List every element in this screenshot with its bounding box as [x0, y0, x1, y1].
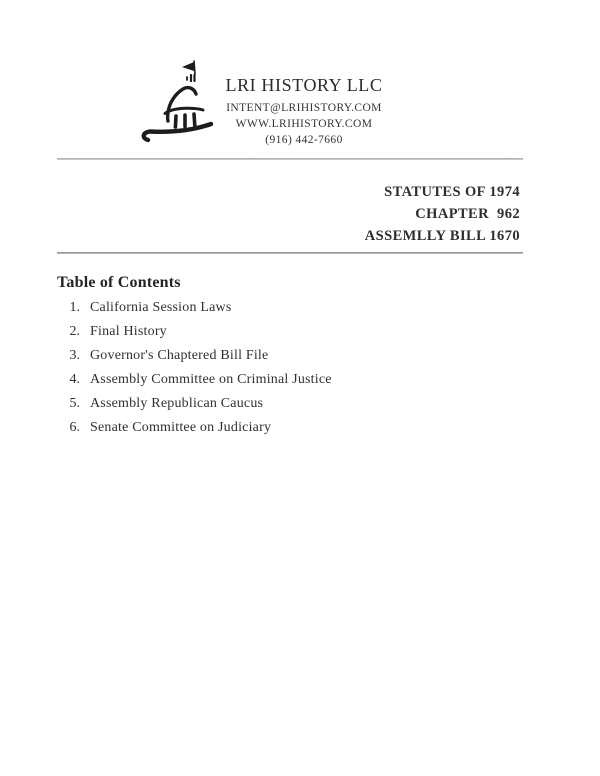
toc-item	[57, 348, 332, 372]
toc-item-label: Assembly Republican Caucus	[90, 396, 264, 411]
toc-item-number: 5.	[69, 396, 80, 411]
toc-item-label: Assembly Committee on Criminal Justice	[90, 372, 332, 387]
toc-item-label: Senate Committee on Judiciary	[90, 420, 272, 435]
logo-flag-shape	[182, 62, 194, 71]
letterhead	[0, 74, 600, 148]
toc-item-label: California Session Laws	[90, 300, 232, 315]
toc-title: Table of Contents	[57, 274, 181, 291]
divider-bottom	[57, 252, 523, 254]
company-phone: (916) 442-7660	[265, 134, 343, 146]
toc-item-number: 4.	[69, 372, 80, 387]
toc-item-number: 2.	[69, 324, 80, 339]
toc-item	[57, 396, 332, 420]
chapter-line: CHAPTER 962	[415, 206, 520, 222]
company-name: LRI HISTORY LLC	[225, 75, 383, 95]
toc-item	[57, 324, 332, 348]
company-website: WWW.LRIHISTORY.COM	[235, 118, 373, 130]
toc-item	[57, 300, 332, 324]
toc-item-label: Final History	[90, 324, 167, 339]
statutes-line: STATUTES OF 1974	[384, 184, 520, 200]
toc-item	[57, 420, 332, 444]
toc-item	[57, 372, 332, 396]
company-email: INTENT@LRIHISTORY.COM	[226, 102, 382, 114]
toc-item-number: 6.	[69, 420, 80, 435]
toc-list	[57, 300, 332, 444]
divider-top	[57, 158, 523, 160]
statute-info-block	[365, 181, 520, 247]
assembly-bill-line: ASSEMLLY BILL 1670	[364, 228, 520, 244]
toc-item-label: Governor's Chaptered Bill File	[90, 348, 269, 363]
toc-item-number: 3.	[69, 348, 80, 363]
toc-item-number: 1.	[69, 300, 80, 315]
